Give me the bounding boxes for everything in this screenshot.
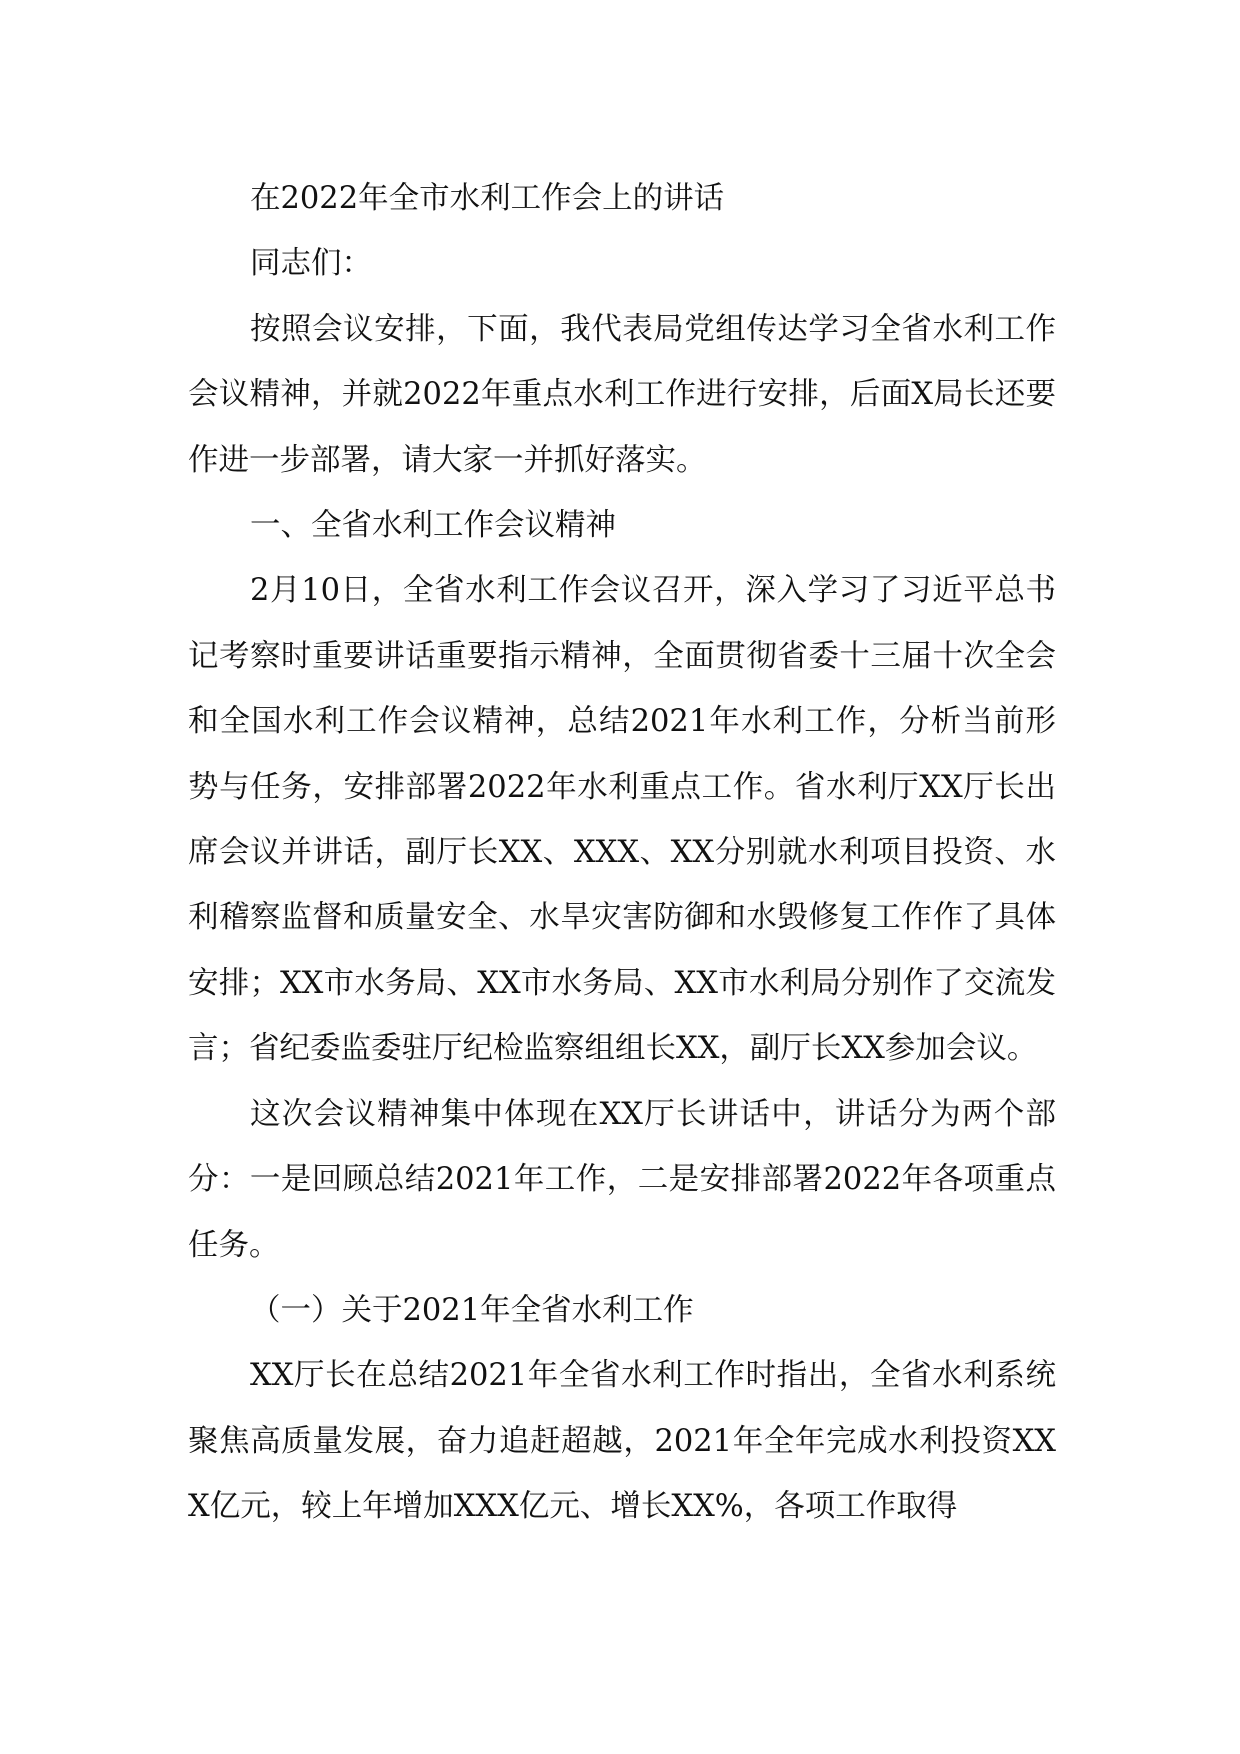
paragraph-speech-structure: 这次会议精神集中体现在XX厅长讲话中，讲话分为两个部分：一是回顾总结2021年工作，二是安排部署2022年各项重点任务。 xyxy=(188,1096,1056,1263)
subsection-heading-1: （一）关于2021年全省水利工作 xyxy=(250,1292,694,1328)
speech-title: 在2022年全市水利工作会上的讲话 xyxy=(250,181,725,216)
section-heading-1: 一、全省水利工作会议精神 xyxy=(250,508,616,544)
paragraph-intro: 按照会议安排，下面，我代表局党组传达学习全省水利工作会议精神，并就2022年重点水利工作进行安排，后面X局长还要作进一步部署，请大家一并抓好落实。 xyxy=(188,311,1056,478)
paragraph-2021-review: XX厅长在总结2021年全省水利工作时指出，全省水利系统聚焦高质量发展，奋力追赶超越，2021年全年完成水利投资XXX亿元，较上年增加XXX亿元、增长XX%，各项工作取得 xyxy=(188,1358,1056,1525)
document-body xyxy=(188,166,1056,1540)
paragraph-meeting-summary: 2月10日，全省水利工作会议召开，深入学习了习近平总书记考察时重要讲话重要指示精神，全面贯彻省委十三届十次全会和全国水利工作会议精神，总结2021年水利工作，分析当前形势与任务，安排部署2022年水利重点工作。省水利厅XX厅长出席会议并讲话，副厅长XX、XXX、XX分别就水利项目投资、水利稽察监督和质量安全、水旱灾害防御和水毁修复工作作了具体安排；XX市水务局、XX市水务局、XX市水利局分别作了交流发言；省纪委监委驻厅纪检监察组组长XX，副厅长XX参加会议。 xyxy=(188,573,1056,1067)
greeting: 同志们： xyxy=(250,246,372,282)
